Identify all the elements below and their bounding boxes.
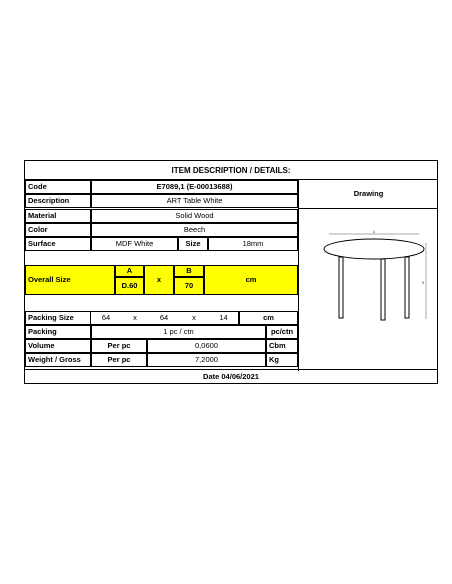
volume-per: Per pc <box>91 339 147 353</box>
weight-per: Per pc <box>91 353 147 367</box>
surface-label: Surface <box>25 237 91 251</box>
footer-date: Date 04/06/2021 <box>25 369 437 383</box>
packing-label: Packing <box>25 325 91 339</box>
material-value: Solid Wood <box>91 209 298 223</box>
table-drawing <box>301 207 438 325</box>
overall-a-label: A <box>115 265 144 277</box>
overall-a-value: D.60 <box>115 277 144 295</box>
overall-unit: cm <box>204 265 298 295</box>
weight-unit: Kg <box>266 353 298 367</box>
description-label: Description <box>25 194 91 208</box>
dimension-a-label: A <box>372 230 376 234</box>
packing-size-label: Packing Size <box>25 311 91 325</box>
dimension-b-label: B <box>421 281 425 285</box>
sheet-title: ITEM DESCRIPTION / DETAILS: <box>25 161 437 180</box>
packing-value: 1 pc / ctn <box>91 325 266 339</box>
weight-label: Weight / Gross <box>25 353 91 367</box>
leg-right <box>405 257 409 318</box>
overall-size-label: Overall Size <box>25 265 115 295</box>
color-value: Beech <box>91 223 298 237</box>
packing-size-v3: 14 <box>209 311 239 325</box>
leg-middle <box>381 259 385 320</box>
volume-label: Volume <box>25 339 91 353</box>
size-value: 18mm <box>208 237 298 251</box>
item-details-sheet <box>24 160 438 384</box>
description-value: ART Table White <box>91 194 298 208</box>
volume-unit: Cbm <box>266 339 298 353</box>
packing-size-x2: x <box>179 311 209 325</box>
size-label: Size <box>178 237 208 251</box>
drawing-label: Drawing <box>298 180 438 209</box>
leg-left <box>339 257 343 318</box>
overall-x: x <box>144 265 174 295</box>
round-table-icon <box>301 207 438 325</box>
drawing-column-border <box>298 209 299 371</box>
packing-size-v1: 64 <box>91 311 121 325</box>
weight-value: 7,2000 <box>147 353 266 367</box>
color-label: Color <box>25 223 91 237</box>
volume-value: 0,0600 <box>147 339 266 353</box>
code-label: Code <box>25 180 91 194</box>
packing-unit: pc/ctn <box>266 325 298 339</box>
code-value: E7089,1 (E-00013688) <box>91 180 298 194</box>
surface-value: MDF White <box>91 237 178 251</box>
packing-size-x1: x <box>121 311 149 325</box>
material-label: Material <box>25 209 91 223</box>
packing-size-unit: cm <box>239 311 298 325</box>
tabletop-shape <box>324 239 424 259</box>
packing-size-v2: 64 <box>149 311 179 325</box>
overall-b-value: 70 <box>174 277 204 295</box>
overall-b-label: B <box>174 265 204 277</box>
